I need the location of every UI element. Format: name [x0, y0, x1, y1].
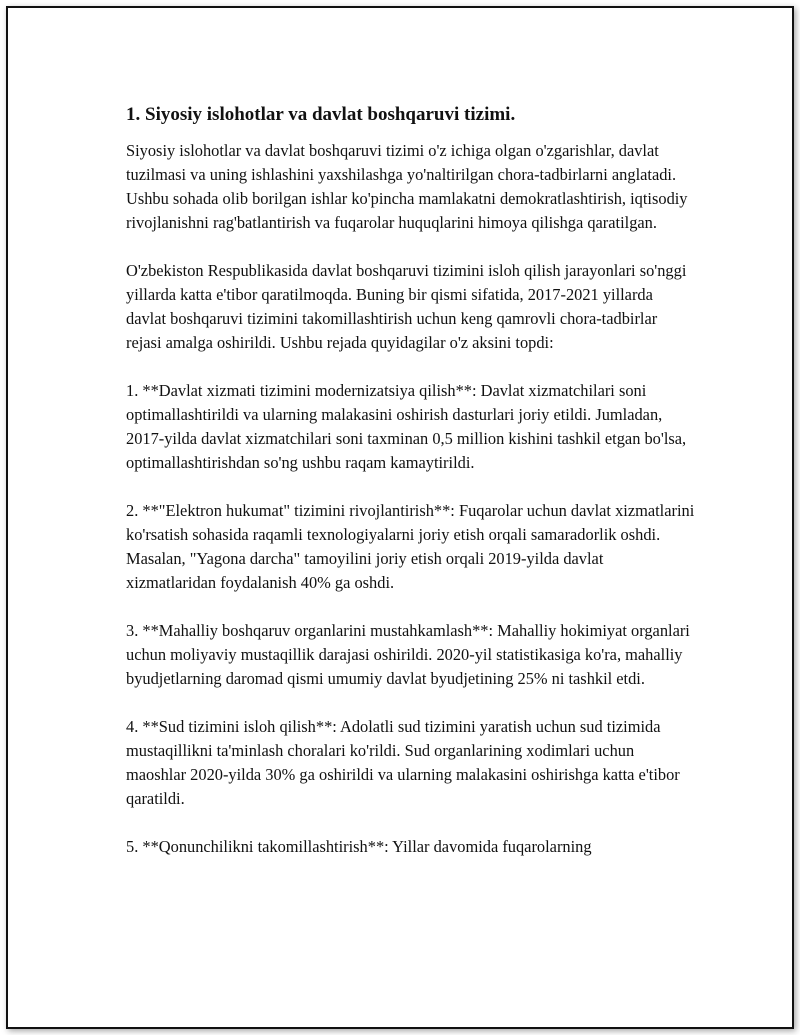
list-item-civil-service: 1. **Davlat xizmati tizimini modernizatsiya qilish**: Davlat xizmatchilari soni optimallashtirildi va ularning malakasini oshirish dasturlari joriy etildi. Jumladan, 2017-yilda davlat xizmatchilari soni taxminan 0,5 million kishini tashkil etgan bo'lsa, optimallashtirishdan so'ng ushbu raqam kamaytirildi. — [126, 381, 687, 472]
document-body — [126, 103, 696, 883]
document-page — [6, 6, 794, 1029]
list-item-local-government: 3. **Mahalliy boshqaruv organlarini mustahkamlash**: Mahalliy hokimiyat organlari uchun moliyaviy mustaqillik darajasi oshirildi. 2020-yil statistikasiga ko'ra, mahalliy byudjetlarning daromad qismi umumiy davlat byudjetining 25% ni tashkil etdi. — [126, 621, 690, 688]
intro-paragraph: Siyosiy islohotlar va davlat boshqaruvi tizimi o'z ichiga olgan o'zgarishlar, davlat tuzilmasi va uning ishlashini yaxshilashga yo'naltirilgan chora-tadbirlarni anglatadi. Ushbu sohada olib borilgan ishlar ko'pincha mamlakatni demokratlashtirish, iqtisodiy rivojlanishni rag'batlantirish va fuqarolar huquqlarini himoya qilishga qaratilgan. — [126, 141, 688, 232]
reform-context-paragraph: O'zbekiston Respublikasida davlat boshqaruvi tizimini isloh qilish jarayonlari so'nggi yillarda katta e'tibor qaratilmoqda. Buning bir qismi sifatida, 2017-2021 yillarda davlat boshqaruvi tizimini takomillashtirish uchun keng qamrovli chora-tadbirlar rejasi amalga oshirildi. Ushbu rejada quyidagilar o'z aksini topdi: — [126, 261, 687, 352]
list-item-legislation: 5. **Qonunchilikni takomillashtirish**: Yillar davomida fuqarolarning — [126, 837, 592, 856]
list-item-e-government: 2. **"Elektron hukumat" tizimini rivojlantirish**: Fuqarolar uchun davlat xizmatlarini ko'rsatish sohasida raqamli texnologiyalarni joriy etish orqali samaradorlik oshdi. Masalan, "Yagona darcha" tamoyilini joriy etish orqali 2019-yilda davlat xizmatlaridan foydalanish 40% ga oshdi. — [126, 501, 695, 592]
list-item-judicial-reform: 4. **Sud tizimini isloh qilish**: Adolatli sud tizimini yaratish uchun sud tizimida mustaqillikni ta'minlash choralari ko'rildi. Sud organlarining xodimlari uchun maoshlar 2020-yilda 30% ga oshirildi va ularning malakasini oshirishga katta e'tibor qaratildi. — [126, 717, 680, 808]
section-title: 1. Siyosiy islohotlar va davlat boshqaruvi tizimi. — [126, 104, 516, 125]
